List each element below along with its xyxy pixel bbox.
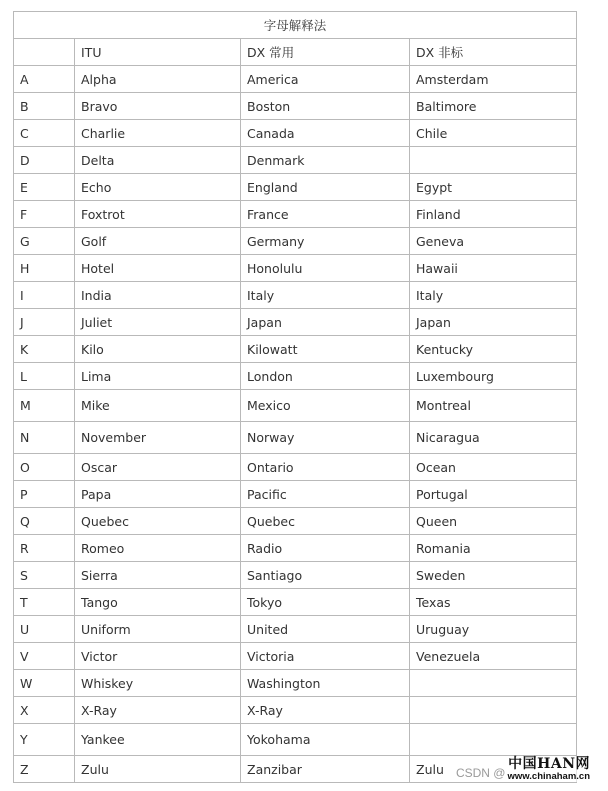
cell-dx-common: Norway xyxy=(241,422,410,454)
cell-dx-common: Mexico xyxy=(241,390,410,422)
table-row xyxy=(14,255,577,282)
cell-letter: Q xyxy=(14,508,75,535)
table-row xyxy=(14,201,577,228)
cell-dx-common: Yokohama xyxy=(241,724,410,756)
table-row xyxy=(14,66,577,93)
cell-letter: N xyxy=(14,422,75,454)
cell-itu: Tango xyxy=(75,589,241,616)
table-row xyxy=(14,670,577,697)
cell-itu: Golf xyxy=(75,228,241,255)
cell-itu: X-Ray xyxy=(75,697,241,724)
cell-itu: Sierra xyxy=(75,562,241,589)
table-row xyxy=(14,174,577,201)
cell-itu: Alpha xyxy=(75,66,241,93)
cell-dx-nonstandard: Ocean xyxy=(410,454,577,481)
header-cell-letter xyxy=(14,39,75,66)
cell-letter: J xyxy=(14,309,75,336)
table-row xyxy=(14,93,577,120)
cell-letter: W xyxy=(14,670,75,697)
phonetic-alphabet-table xyxy=(13,11,577,783)
table-row xyxy=(14,562,577,589)
cell-dx-common: England xyxy=(241,174,410,201)
cell-dx-common: Boston xyxy=(241,93,410,120)
table-row xyxy=(14,147,577,174)
table-body xyxy=(14,12,577,783)
table-row xyxy=(14,120,577,147)
cell-letter: F xyxy=(14,201,75,228)
cell-itu: Uniform xyxy=(75,616,241,643)
cell-letter: X xyxy=(14,697,75,724)
cell-dx-nonstandard: Chile xyxy=(410,120,577,147)
cell-dx-common: Kilowatt xyxy=(241,336,410,363)
cell-dx-nonstandard: Luxembourg xyxy=(410,363,577,390)
cell-dx-nonstandard: Geneva xyxy=(410,228,577,255)
cell-itu: Papa xyxy=(75,481,241,508)
cell-itu: Kilo xyxy=(75,336,241,363)
cell-dx-common: Ontario xyxy=(241,454,410,481)
cell-letter: E xyxy=(14,174,75,201)
cell-dx-common: France xyxy=(241,201,410,228)
cell-dx-common: Pacific xyxy=(241,481,410,508)
cell-itu: Foxtrot xyxy=(75,201,241,228)
cell-itu: Victor xyxy=(75,643,241,670)
cell-itu: Hotel xyxy=(75,255,241,282)
cell-dx-nonstandard: Amsterdam xyxy=(410,66,577,93)
table-row xyxy=(14,535,577,562)
cell-dx-nonstandard: Queen xyxy=(410,508,577,535)
cell-dx-nonstandard xyxy=(410,724,577,756)
cell-dx-nonstandard: Nicaragua xyxy=(410,422,577,454)
cell-dx-common: America xyxy=(241,66,410,93)
cell-dx-common: London xyxy=(241,363,410,390)
cell-itu: Zulu xyxy=(75,756,241,783)
header-cell-dx-common: DX 常用 xyxy=(241,39,410,66)
table-row xyxy=(14,336,577,363)
table-title: 字母解释法 xyxy=(14,12,577,39)
cell-itu: Echo xyxy=(75,174,241,201)
cell-dx-nonstandard: Italy xyxy=(410,282,577,309)
cell-dx-common: Germany xyxy=(241,228,410,255)
table-row xyxy=(14,643,577,670)
cell-dx-common: Tokyo xyxy=(241,589,410,616)
header-cell-itu: ITU xyxy=(75,39,241,66)
cell-dx-nonstandard: Romania xyxy=(410,535,577,562)
site-logo-brand: 中国HAN网 xyxy=(508,755,590,772)
cell-dx-common: Canada xyxy=(241,120,410,147)
cell-letter: V xyxy=(14,643,75,670)
cell-dx-nonstandard xyxy=(410,147,577,174)
cell-letter: L xyxy=(14,363,75,390)
site-logo-domain: www.chinaham.cn xyxy=(507,770,590,782)
cell-letter: R xyxy=(14,535,75,562)
table-row xyxy=(14,481,577,508)
header-row xyxy=(14,39,577,66)
table-row xyxy=(14,508,577,535)
cell-dx-nonstandard: Egypt xyxy=(410,174,577,201)
cell-dx-nonstandard: Montreal xyxy=(410,390,577,422)
cell-itu: Delta xyxy=(75,147,241,174)
site-logo xyxy=(507,757,590,782)
cell-itu: Lima xyxy=(75,363,241,390)
cell-dx-common: X-Ray xyxy=(241,697,410,724)
cell-dx-common: Honolulu xyxy=(241,255,410,282)
cell-letter: G xyxy=(14,228,75,255)
cell-itu: Yankee xyxy=(75,724,241,756)
cell-letter: C xyxy=(14,120,75,147)
cell-dx-common: Quebec xyxy=(241,508,410,535)
cell-itu: Mike xyxy=(75,390,241,422)
cell-letter: I xyxy=(14,282,75,309)
cell-letter: M xyxy=(14,390,75,422)
cell-dx-nonstandard: Baltimore xyxy=(410,93,577,120)
cell-dx-common: Radio xyxy=(241,535,410,562)
table-row xyxy=(14,589,577,616)
cell-letter: A xyxy=(14,66,75,93)
table-row xyxy=(14,454,577,481)
cell-letter: Z xyxy=(14,756,75,783)
title-row xyxy=(14,12,577,39)
cell-dx-common: United xyxy=(241,616,410,643)
cell-dx-nonstandard: Finland xyxy=(410,201,577,228)
cell-dx-nonstandard: Texas xyxy=(410,589,577,616)
cell-letter: O xyxy=(14,454,75,481)
cell-dx-nonstandard: Japan xyxy=(410,309,577,336)
table-row xyxy=(14,697,577,724)
cell-itu: Quebec xyxy=(75,508,241,535)
cell-dx-common: Washington xyxy=(241,670,410,697)
cell-dx-common: Denmark xyxy=(241,147,410,174)
cell-letter: T xyxy=(14,589,75,616)
cell-itu: Whiskey xyxy=(75,670,241,697)
table-row xyxy=(14,616,577,643)
cell-dx-common: Santiago xyxy=(241,562,410,589)
cell-letter: K xyxy=(14,336,75,363)
cell-letter: H xyxy=(14,255,75,282)
cell-itu: Charlie xyxy=(75,120,241,147)
cell-itu: Oscar xyxy=(75,454,241,481)
cell-dx-nonstandard xyxy=(410,670,577,697)
cell-dx-nonstandard xyxy=(410,697,577,724)
csdn-watermark: CSDN @ xyxy=(455,766,506,780)
cell-letter: P xyxy=(14,481,75,508)
cell-dx-common: Victoria xyxy=(241,643,410,670)
table-row xyxy=(14,422,577,454)
table-row xyxy=(14,363,577,390)
cell-dx-nonstandard: Venezuela xyxy=(410,643,577,670)
cell-letter: U xyxy=(14,616,75,643)
cell-itu: Bravo xyxy=(75,93,241,120)
table-row xyxy=(14,228,577,255)
cell-itu: November xyxy=(75,422,241,454)
cell-itu: Juliet xyxy=(75,309,241,336)
cell-dx-nonstandard: Zulu xyxy=(410,756,577,783)
cell-dx-nonstandard: Sweden xyxy=(410,562,577,589)
cell-letter: D xyxy=(14,147,75,174)
table-row xyxy=(14,309,577,336)
cell-dx-nonstandard: Uruguay xyxy=(410,616,577,643)
cell-letter: Y xyxy=(14,724,75,756)
table-row xyxy=(14,724,577,756)
watermark xyxy=(454,756,592,783)
table-row xyxy=(14,390,577,422)
cell-itu: India xyxy=(75,282,241,309)
cell-letter: S xyxy=(14,562,75,589)
cell-dx-common: Zanzibar xyxy=(241,756,410,783)
table-row xyxy=(14,282,577,309)
cell-dx-nonstandard: Kentucky xyxy=(410,336,577,363)
header-cell-dx-nonstandard: DX 非标 xyxy=(410,39,577,66)
cell-dx-nonstandard: Hawaii xyxy=(410,255,577,282)
cell-letter: B xyxy=(14,93,75,120)
cell-itu: Romeo xyxy=(75,535,241,562)
cell-dx-common: Japan xyxy=(241,309,410,336)
cell-dx-common: Italy xyxy=(241,282,410,309)
cell-dx-nonstandard: Portugal xyxy=(410,481,577,508)
